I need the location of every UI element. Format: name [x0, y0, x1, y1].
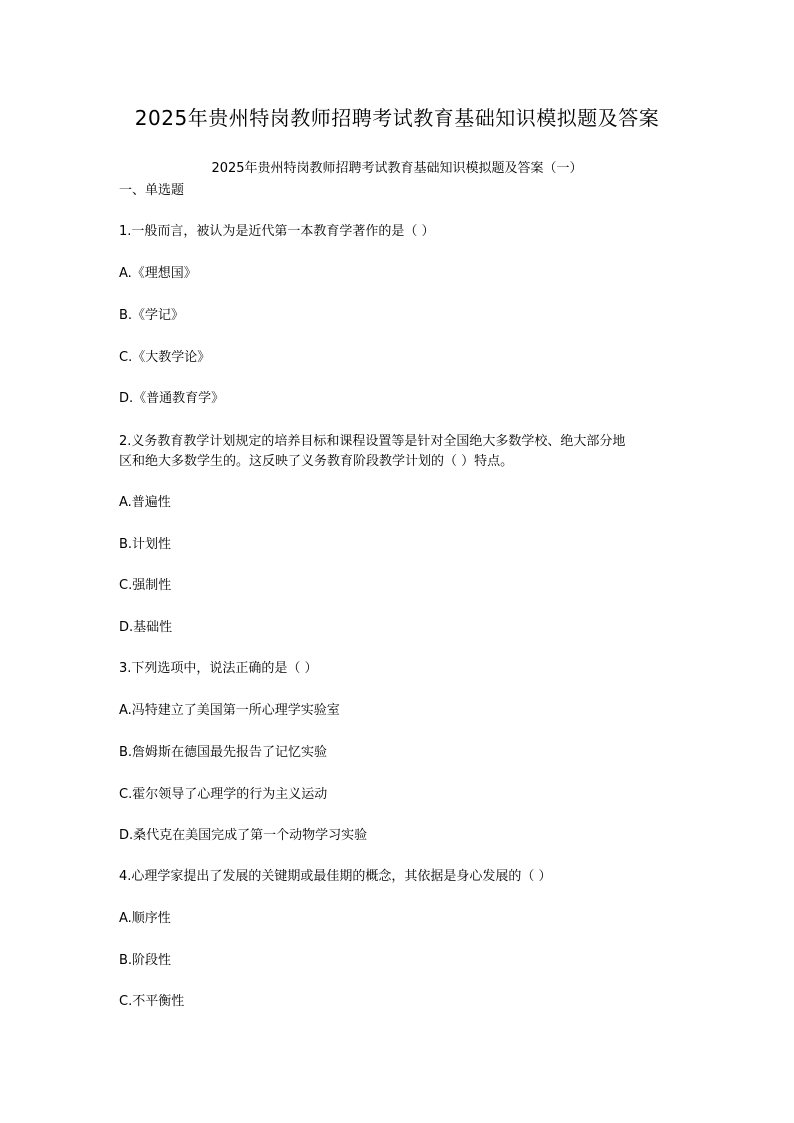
document-title: 2025年贵州特岗教师招聘考试教育基础知识模拟题及答案 [134, 106, 660, 130]
question-3-option-c: C.霍尔领导了心理学的行为主义运动 [119, 787, 328, 802]
question-2-option-d: D.基础性 [119, 620, 173, 635]
question-1-option-b: B.《学记》 [119, 308, 185, 323]
question-1-option-d: D.《普通教育学》 [119, 391, 225, 406]
question-3-option-d: D.桑代克在美国完成了第一个动物学习实验 [119, 828, 368, 843]
question-2-stem-line-2: 区和绝大多数学生的。这反映了义务教育阶段教学计划的（ ）特点。 [119, 454, 514, 469]
question-2-stem-line-1: 2.义务教育教学计划规定的培养目标和课程设置等是针对全国绝大多数学校、绝大部分地 [119, 434, 626, 449]
question-1-stem: 1.一般而言，被认为是近代第一本教育学著作的是（ ） [119, 224, 435, 239]
question-3-stem: 3.下列选项中，说法正确的是（ ） [119, 661, 318, 676]
question-4-stem: 4.心理学家提出了发展的关键期或最佳期的概念，其依据是身心发展的（ ） [119, 869, 552, 884]
question-3-option-a: A.冯特建立了美国第一所心理学实验室 [119, 703, 340, 718]
question-4-option-c: C.不平衡性 [119, 994, 185, 1009]
question-1-option-c: C.《大教学论》 [119, 350, 211, 365]
question-2-option-b: B.计划性 [119, 537, 172, 552]
question-1-option-a: A.《理想国》 [119, 266, 197, 281]
question-2-stem [119, 432, 679, 472]
question-4-option-a: A.顺序性 [119, 911, 171, 926]
question-2-option-a: A.普遍性 [119, 495, 171, 510]
question-2-option-c: C.强制性 [119, 578, 172, 593]
question-3-option-b: B.詹姆斯在德国最先报告了记忆实验 [119, 745, 328, 760]
section-heading: 一、单选题 [119, 183, 185, 198]
question-4-option-b: B.阶段性 [119, 953, 172, 968]
document-subtitle: 2025年贵州特岗教师招聘考试教育基础知识模拟题及答案（一） [211, 161, 583, 176]
